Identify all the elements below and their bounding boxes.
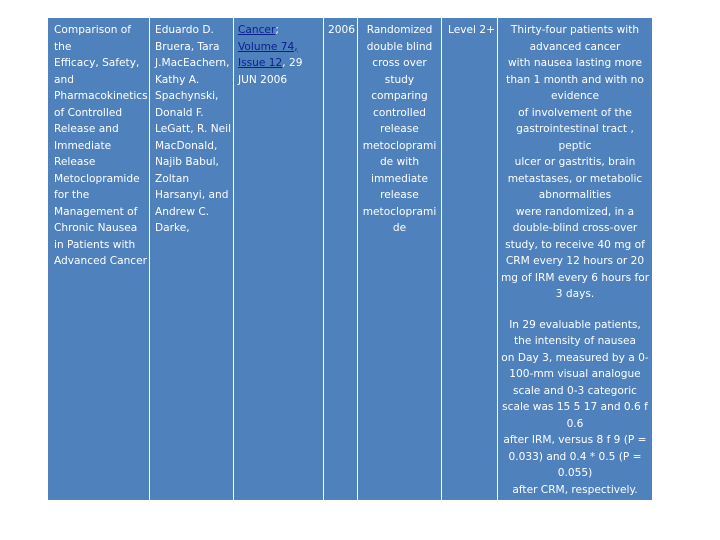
journal-volume: Volume 74,: [238, 40, 298, 53]
journal-link[interactable]: [238, 24, 302, 86]
summary-methods: Thirty-four patients with advanced cancer with nausea lasting more than 1 month and with no evidence of involvement of the gastrointestinal tract , peptic ulcer or gastritis, brain metastases, or metabolic abnormalities were randomized, in a double-blind cross-over study, to receive 40 mg of CRM every 12 hours or 20 mg of IRM every 6 hours for 3 days.: [500, 24, 650, 300]
journal-issue: Issue 12: [238, 57, 283, 69]
journal-date-suffix: , 29: [282, 57, 303, 69]
cell-authors: Eduardo D. Bruera, Tara J.MacEachern, Kathy A. Spachynski, Donald F. LeGatt, R. Neil MacDonald, Najib Babul, Zoltan Harsanyi, and Andrew C. Darke,: [150, 18, 234, 500]
cell-study-title: Comparison of the Efficacy, Safety, and Pharmacokinetics of Controlled Release and Immediate Release Metoclopramide for the Management of Chronic Nausea in Patients with Advanced Cancer: [48, 18, 150, 500]
summary-results: In 29 evaluable patients, the intensity of nausea on Day 3, measured by a 0- 100-mm visual analogue scale and 0-3 categoric scale was 15 5 17 and 0.6 f 0.6 after IRM, versus 8 f 9 (P = 0.033) and 0.4 * 0.5 (P = 0.055) after CRM, respectively.: [501, 318, 649, 496]
journal-date: JUN 2006: [238, 73, 288, 86]
cell-year: 2006: [324, 18, 358, 500]
journal-name: Cancer: [238, 24, 276, 36]
cell-evidence-level: Level 2+: [442, 18, 498, 500]
journal-separator: ;: [275, 24, 279, 36]
cell-journal: [234, 18, 324, 500]
study-table: [48, 18, 652, 500]
cell-design: Randomized double blind cross over study comparing controlled release metocloprami de with immediate release metocloprami de: [358, 18, 442, 500]
cell-summary: [498, 18, 652, 500]
